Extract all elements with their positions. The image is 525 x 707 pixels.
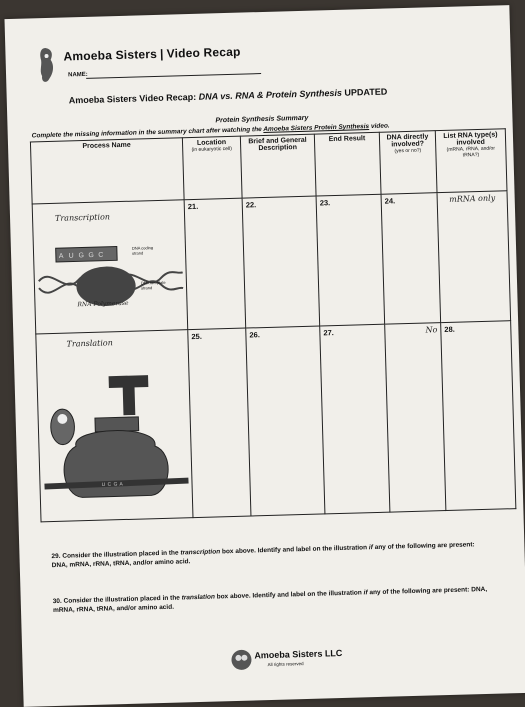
cell-28[interactable]: 28. bbox=[441, 321, 516, 511]
summary-title: Protein Synthesis Summary bbox=[215, 114, 309, 125]
cell-rna-transcription[interactable]: mRNA only bbox=[437, 191, 511, 323]
svg-text:A: A bbox=[119, 482, 123, 488]
header-location: Location (in eukaryotic cell) bbox=[182, 136, 242, 200]
cell-25[interactable]: 25. bbox=[188, 328, 251, 518]
svg-text:G: G bbox=[78, 252, 85, 260]
recap-title: Amoeba Sisters Video Recap: DNA vs. RNA & Protein Synthesis UPDATED bbox=[68, 86, 388, 106]
question-30: 30. Consider the illustration placed in the translation box above. Identify and label on the illustration if any of the following are present: DNA, mRNA, rRNA, tRNA, and/or amino acid. bbox=[52, 585, 488, 614]
svg-text:G: G bbox=[113, 482, 118, 488]
cell-27[interactable]: 27. bbox=[320, 324, 390, 514]
cell-23[interactable]: 23. bbox=[316, 194, 385, 326]
footer-rights: All rights reserved bbox=[267, 661, 304, 668]
translation-illustration bbox=[39, 354, 191, 516]
template-strand-label: DNA template strand bbox=[140, 279, 166, 291]
header-process: Process Name bbox=[30, 138, 184, 204]
worksheet-page bbox=[4, 5, 525, 707]
rna-polymerase-label: RNA Polymerase bbox=[77, 299, 129, 309]
header-end: End Result bbox=[314, 132, 381, 196]
cell-dna-translation[interactable]: No bbox=[385, 323, 446, 512]
footer-company-name: Amoeba Sisters LLC bbox=[254, 647, 343, 661]
brand-title: Amoeba Sisters | Video Recap bbox=[63, 44, 241, 64]
question-29: 29. Consider the illustration placed in the transcription box above. Identify and label on the illustration if any of the following are present: DNA, mRNA, rRNA, tRNA, and/or amino acid. bbox=[51, 541, 475, 569]
cell-process-transcription: Transcription A U G G C DNA coding strand DNA template strand RNA Polymerase bbox=[32, 200, 188, 334]
summary-table bbox=[30, 128, 516, 522]
header-brief: Brief and General Description bbox=[240, 134, 316, 198]
svg-text:C: C bbox=[98, 251, 104, 259]
instruction-text: Complete the missing information in the summary chart after watching the Amoeba Sisters Protein Synthesis video. bbox=[31, 122, 390, 140]
svg-text:U: U bbox=[101, 482, 106, 488]
name-label: NAME: bbox=[68, 71, 88, 79]
cell-21[interactable]: 21. bbox=[184, 198, 246, 330]
cell-process-translation: Translation U C G A bbox=[36, 330, 193, 522]
header-rna: List RNA type(s) involved (mRNA, rRNA, and/or tRNA?) bbox=[435, 129, 507, 193]
transcription-illustration bbox=[35, 222, 186, 326]
svg-text:C: C bbox=[107, 482, 112, 488]
cell-24[interactable]: 24. bbox=[381, 193, 441, 325]
name-line[interactable] bbox=[86, 73, 261, 79]
svg-text:G: G bbox=[88, 252, 94, 260]
svg-text:A: A bbox=[58, 252, 64, 260]
coding-strand-label: DNA coding strand bbox=[131, 245, 154, 256]
header-dna: DNA directly involved? (yes or no?) bbox=[379, 131, 437, 195]
amoeba-sisters-footer-icon bbox=[230, 649, 253, 672]
amoeba-logo-icon bbox=[37, 46, 58, 87]
cell-26[interactable]: 26. bbox=[246, 326, 325, 516]
table-row-translation bbox=[36, 321, 516, 522]
table-row-transcription bbox=[32, 191, 510, 334]
svg-text:U: U bbox=[68, 252, 74, 260]
cell-22[interactable]: 22. bbox=[242, 196, 320, 328]
